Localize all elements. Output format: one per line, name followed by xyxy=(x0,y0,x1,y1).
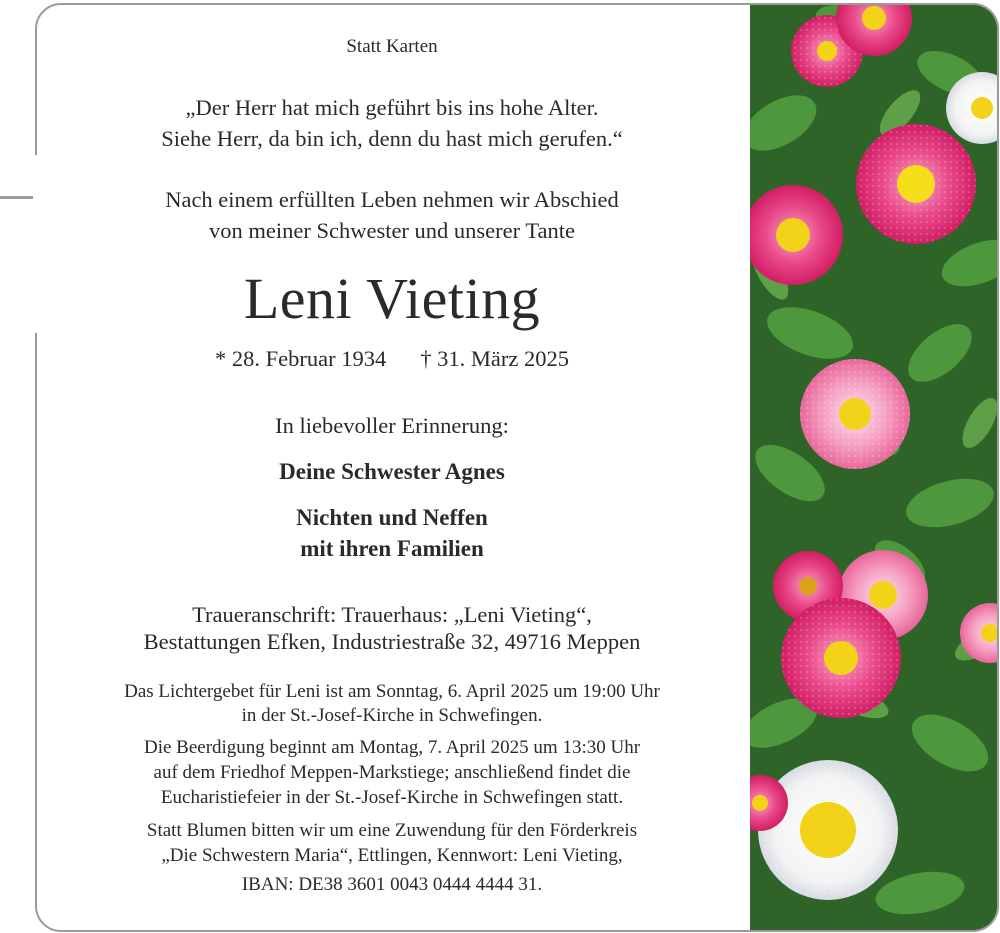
mourner-sister: Deine Schwester Agnes xyxy=(279,459,505,484)
deceased-name: Leni Vieting xyxy=(243,266,541,331)
donation-line-1: Statt Blumen bitten wir um eine Zuwendung für den Förderkreis xyxy=(146,820,638,841)
mourner-nieces-nephews: Nichten und Neffen xyxy=(296,505,488,530)
obituary-card xyxy=(35,3,999,932)
intro-line-2: von meiner Schwester und unserer Tante xyxy=(208,218,576,243)
burial-line-3: Eucharistiefeier in der St.-Josef-Kirche in Schwefingen statt. xyxy=(160,787,624,808)
daisy-flowers-image xyxy=(750,3,999,932)
quote-line-2: Siehe Herr, da bin ich, denn du hast mich gerufen.“ xyxy=(161,126,623,151)
prayer-line-2: in der St.-Josef-Kirche in Schwefingen. xyxy=(241,705,543,726)
prayer-line-1: Das Lichtergebet für Leni ist am Sonntag, 6. April 2025 um 19:00 Uhr xyxy=(124,681,660,702)
death-date: † 31. März 2025 xyxy=(420,346,569,371)
birth-date: * 28. Februar 1934 xyxy=(215,346,387,371)
burial-line-1: Die Beerdigung beginnt am Montag, 7. April 2025 um 13:30 Uhr xyxy=(143,737,641,758)
donation-line-2: „Die Schwestern Maria“, Ettlingen, Kennwort: Leni Vieting, xyxy=(161,845,623,866)
life-dates xyxy=(37,346,747,372)
address-line-1: Traueranschrift: Trauerhaus: „Leni Vieting“, xyxy=(192,602,592,627)
mourner-families: mit ihren Familien xyxy=(300,536,484,561)
intro-line-1: Nach einem erfüllten Leben nehmen wir Abschied xyxy=(165,187,619,212)
header-title: Statt Karten xyxy=(346,36,438,57)
address-line-2: Bestattungen Efken, Industriestraße 32, 49716 Meppen xyxy=(143,629,641,654)
quote-line-1: „Der Herr hat mich geführt bis ins hohe Alter. xyxy=(185,95,599,120)
burial-line-2: auf dem Friedhof Meppen-Markstiege; anschließend findet die xyxy=(153,762,631,783)
remembrance-label: In liebevoller Erinnerung: xyxy=(275,413,509,438)
cross-frame-gap xyxy=(33,155,39,333)
donation-iban: IBAN: DE38 3601 0043 0444 4444 31. xyxy=(241,874,543,895)
